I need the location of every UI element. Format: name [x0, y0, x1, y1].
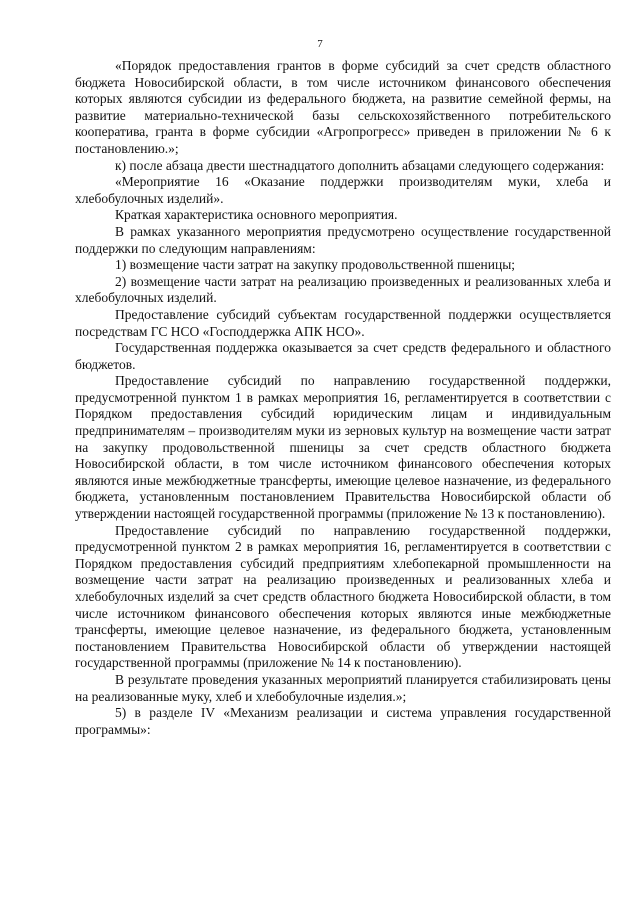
- paragraph-point-1-regulation: Предоставление субсидий по направлению государственной поддержки, предусмотренной пунктом 1 в рамках мероприятия 16, регламентируется в соответствии с Порядком предоставления субсидий юридическим лицам и индивидуальным предпринимателям – производителям муки из зерновых культур на возмещение части затрат на закупку продовольственной пшеницы за счет средств областного бюджета Новосибирской области, в том числе источником финансового обеспечения которых являются иные межбюджетные трансферты, имеющие целевое назначение, из федерального бюджета, установленным постановлением Правительства Новосибирской области об утверждении настоящей государственной программы (приложение № 13 к постановлению).: [75, 373, 611, 522]
- paragraph-direction-2: 2) возмещение части затрат на реализацию произведенных и реализованных хлеба и хлебобулочных изделий.: [75, 273, 611, 306]
- document-body: [75, 58, 611, 738]
- paragraph-point-2-regulation: Предоставление субсидий по направлению государственной поддержки, предусмотренной пунктом 2 в рамках мероприятия 16, регламентируется в соответствии с Порядком предоставления субсидий предприятиям хлебопекарной промышленности на возмещение части затрат на реализацию произведенных и реализованных хлеба и хлебобулочных изделий за счет средств областного бюджета Новосибирской области, в том числе источником финансового обеспечения которых являются иные межбюджетные трансферты, имеющие целевое назначение, из федерального бюджета, установленным постановлением Правительства Новосибирской области об утверждении настоящей государственной программы (приложение № 14 к постановлению).: [75, 522, 611, 671]
- paragraph-support-directions: В рамках указанного мероприятия предусмотрено осуществление государственной поддержки по следующим направлениям:: [75, 223, 611, 256]
- paragraph-subsidy-system: Предоставление субсидий субъектам государственной поддержки осуществляется посредствам ГС НСО «Господдержка АПК НСО».: [75, 306, 611, 339]
- paragraph-measure-16-title: «Мероприятие 16 «Оказание поддержки производителям муки, хлеба и хлебобулочных изделий».: [75, 174, 611, 206]
- page-number: 7: [317, 38, 323, 50]
- paragraph-direction-1: 1) возмещение части затрат на закупку продовольственной пшеницы;: [115, 257, 516, 273]
- paragraph-section-iv: 5) в разделе IV «Механизм реализации и система управления государственной программы»:: [75, 705, 611, 737]
- paragraph-grant-procedure: «Порядок предоставления грантов в форме субсидий за счет средств областного бюджета Новосибирской области, в том числе источником финансового обеспечения которых являются субсидии из федерального бюджета, на развитие семейной фермы, на развитие материально-технической базы сельскохозяйственного потребительского кооператива, гранта в форме субсидии «Агропрогресс» приведен в приложении № 6 к постановлению.»;: [75, 58, 611, 156]
- paragraph-item-k: к) после абзаца двести шестнадцатого дополнить абзацами следующего содержания:: [115, 157, 605, 173]
- paragraph-funding-sources: Государственная поддержка оказывается за счет средств федерального и областного бюджетов.: [75, 340, 611, 372]
- paragraph-expected-result: В результате проведения указанных мероприятий планируется стабилизировать цены на реализованные муку, хлеб и хлебобулочные изделия.»;: [75, 671, 611, 704]
- paragraph-brief-description: Краткая характеристика основного мероприятия.: [115, 207, 398, 223]
